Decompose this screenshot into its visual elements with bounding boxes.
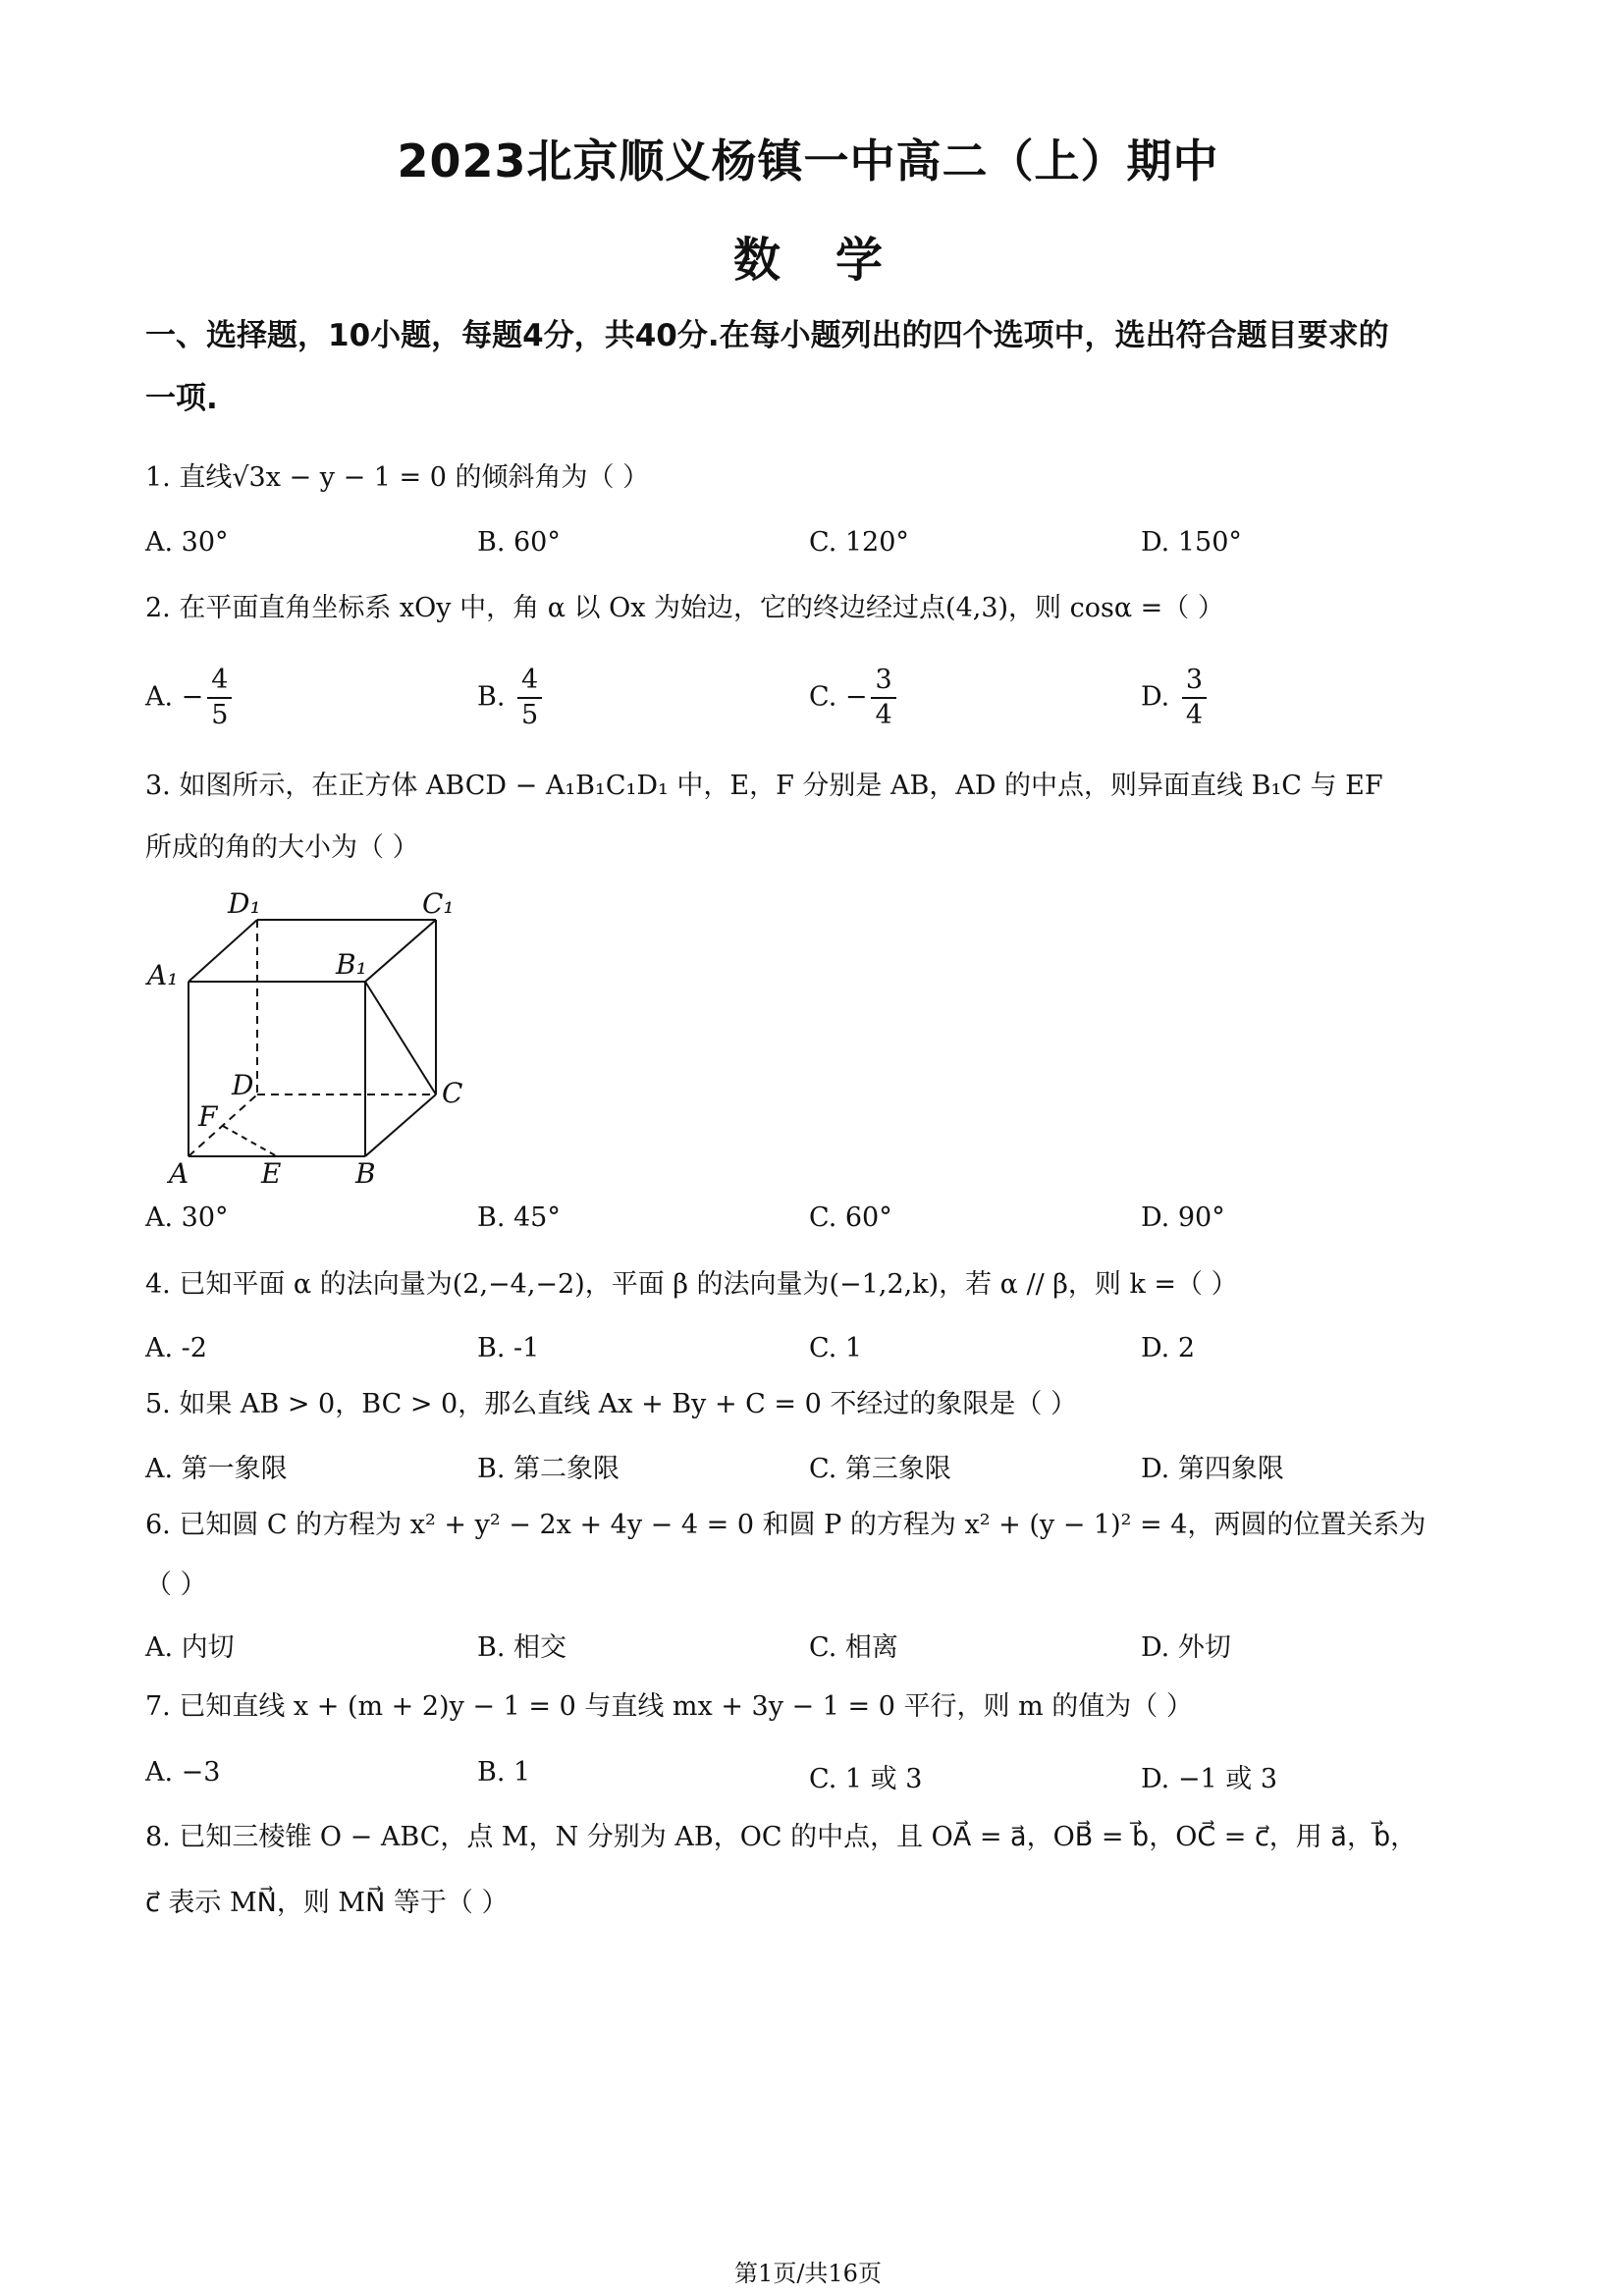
question-1: 1. 直线√3x − y − 1 = 0 的倾斜角为（ ） [145,462,650,493]
option-a: A. −3 [145,1757,221,1788]
question-2: 2. 在平面直角坐标系 xOy 中，角 α 以 Ox 为始边，它的终边经过点(4,3)，则 cosα =（ ） [145,593,1224,623]
option-b: B. 45° [477,1202,561,1233]
cube-figure [137,879,471,1206]
option-d: D. −1 或 3 [1141,1764,1277,1794]
question-4: 4. 已知平面 α 的法向量为(2,−4,−2)，平面 β 的法向量为(−1,2,k)，若 α // β，则 k =（ ） [145,1269,1238,1300]
option-d: D. 150° [1141,527,1242,558]
page-footer: 第1页/共16页 [734,2260,882,2287]
denominator: 4 [875,700,892,730]
numerator: 3 [871,664,895,699]
option-c: C. 1 或 3 [809,1764,923,1794]
option-a: A. 内切 [145,1632,235,1663]
option-d: D. 第四象限 [1141,1454,1284,1484]
option-d: D. 外切 [1141,1632,1231,1663]
option-a: A. -2 [145,1333,207,1363]
question-7-options [145,1757,1500,1796]
question-5-options [145,1447,1500,1486]
label-b1: B₁ [336,948,367,981]
option-b: B. 60° [477,527,561,558]
subject-title [0,222,1616,290]
fraction [207,664,232,732]
label-e: E [261,1157,282,1190]
denominator: 5 [521,700,539,730]
option-b: B. 相交 [477,1632,567,1663]
option-c: C. 60° [809,1202,892,1233]
question-5: 5. 如果 AB > 0，BC > 0，那么直线 Ax + By + C = 0 不经过的象限是（ ） [145,1389,1077,1419]
option-prefix: C. − [809,681,868,713]
label-a: A [169,1157,189,1190]
question-1-options [145,527,1500,566]
option-c: C. 相离 [809,1632,898,1663]
numerator: 3 [1182,664,1207,699]
question-6: 6. 已知圆 C 的方程为 x² + y² − 2x + 4y − 4 = 0 和圆 P 的方程为 x² + (y − 1)² = 4，两圆的位置关系为 [145,1510,1427,1540]
option-c: C. 1 [809,1333,863,1363]
label-f: F [198,1100,218,1133]
option-d [1141,664,1211,732]
label-d1: D₁ [228,887,261,920]
label-a1: A₁ [147,959,179,991]
exam-title: 2023北京顺义杨镇一中高二（上）期中 [397,134,1219,187]
option-b: B. 第二象限 [477,1454,620,1484]
question-6-options [145,1626,1500,1665]
fraction [871,664,895,732]
option-a: A. 第一象限 [145,1454,288,1484]
label-c1: C₁ [422,887,455,920]
option-b [477,664,546,732]
question-8-line-2: c⃗ 表示 MN⃗，则 MN⃗ 等于（ ） [145,1888,509,1918]
question-3: 3. 如图所示，在正方体 ABCD − A₁B₁C₁D₁ 中，E，F 分别是 AB，AD 的中点，则异面直线 B₁C 与 EF [145,771,1383,801]
cube-diagram [137,879,471,1202]
question-4-options [145,1333,1500,1372]
label-c: C [442,1077,463,1109]
option-a: A. 30° [145,527,229,558]
section-heading-line: 一项. [145,381,218,416]
section-heading [145,304,1481,430]
option-d: D. 2 [1141,1333,1196,1363]
numerator: 4 [207,664,232,699]
question-2-options [145,664,1500,742]
question-8: 8. 已知三棱锥 O − ABC，点 M，N 分别为 AB，OC 的中点，且 OA⃗ = a⃗，OB⃗ = b⃗，OC⃗ = c⃗，用 a⃗，b⃗， [145,1822,1418,1852]
question-7: 7. 已知直线 x + (m + 2)y − 1 = 0 与直线 mx + 3y − 1 = 0 平行，则 m 的值为（ ） [145,1691,1193,1722]
option-a [145,664,236,732]
option-prefix: B. [477,681,514,713]
subject-char: 学 [835,233,884,288]
option-a: A. 30° [145,1202,229,1233]
numerator: 4 [517,664,542,699]
option-b: B. 1 [477,1757,531,1788]
question-6-line-2: （ ） [145,1570,207,1600]
subject-char: 数 [732,233,781,288]
denominator: 4 [1185,700,1204,730]
question-3-options [145,1202,1500,1242]
option-prefix: D. [1141,681,1178,713]
question-3-line-2: 所成的角的大小为（ ） [145,832,419,863]
option-prefix: A. − [145,681,204,713]
option-c: C. 120° [809,527,909,558]
section-heading-line: 一、选择题，10小题，每题4分，共40分.在每小题列出的四个选项中，选出符合题目要求的 [145,318,1389,353]
option-c [809,664,900,732]
option-d: D. 90° [1141,1202,1225,1233]
option-c: C. 第三象限 [809,1454,951,1484]
fraction [517,664,542,732]
option-b: B. -1 [477,1333,540,1363]
denominator: 5 [211,700,229,730]
fraction [1182,664,1207,732]
label-b: B [355,1157,376,1190]
label-d: D [232,1069,254,1101]
